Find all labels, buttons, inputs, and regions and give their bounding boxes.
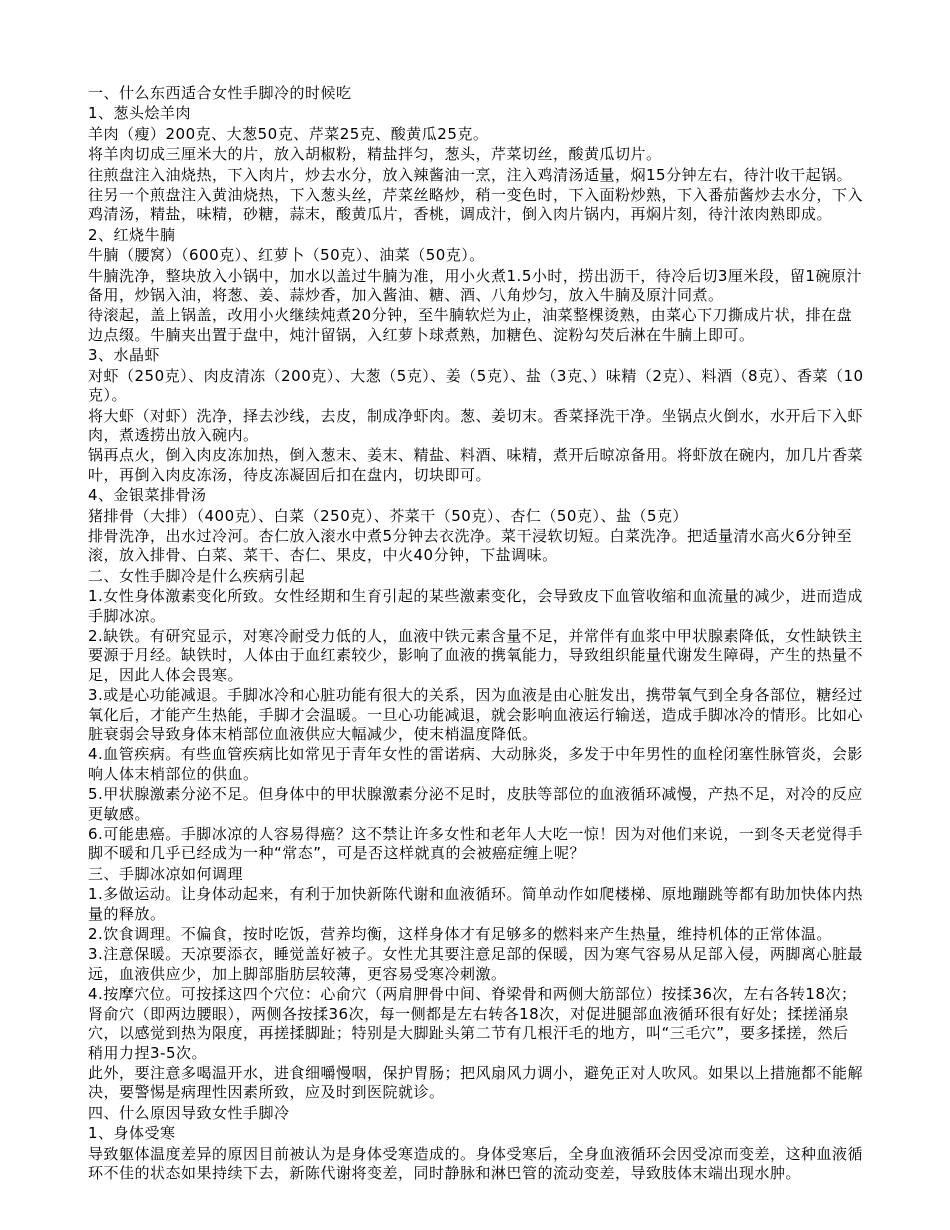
body: 待滚起，盖上锅盖，改用小火继续炖煮20分钟，至牛腩软烂为止，油菜整棵烫熟，由菜心下刀撕成片状，排在盘边点缀。牛腩夹出置于盘中，炖汁留锅，入红萝卜球煮熟，加糖色、淀粉勾芡后淋在牛腩上即可。 <box>88 306 853 344</box>
body: 猪排骨（大排）（400克）、白菜（250克）、芥菜干（50克）、杏仁（50克）、盐（5克） <box>88 506 688 525</box>
item-heading: 1、葱头烩羊肉 <box>88 104 192 123</box>
body: 导致躯体温度差异的原因目前被认为是身体受寒造成的。身体受寒后，全身血液循环会因受凉而变差，这种血液循环不佳的状态如果持续下去，新陈代谢将变差，同时静脉和淋巴管的流动变差，导致肢体末端出现水肿。 <box>88 1144 864 1182</box>
body: 6.可能患癌。手脚冰凉的人容易得癌？这不禁让许多女性和老年人大吃一惊！因为对他们来说，一到冬天老觉得手脚不暖和几乎已经成为一种“常态”，可是否这样就真的会被癌症缠上呢？ <box>88 825 863 863</box>
body: 往另一个煎盘注入黄油烧热，下入葱头丝，芹菜丝略炒，稍一变色时，下入面粉炒熟，下入番茄酱炒去水分，下入鸡清汤，精盐，味精，砂糖，蒜末，酸黄瓜片，香桃，调成汁，倒入肉片锅内，再焖片刻，待汁浓肉熟即成。 <box>88 186 864 224</box>
section-heading: 四、什么原因导致女性手脚冷 <box>88 1103 290 1122</box>
item-heading: 4、金银菜排骨汤 <box>88 486 207 505</box>
body: 2.缺铁。有研究显示，对寒冷耐受力低的人，血液中铁元素含量不足，并常伴有血浆中甲状腺素降低，女性缺铁主要源于月经。缺铁时，人体由于血红素较少，影响了血液的携氧能力，导致组织能量代谢发生障碍，产生的热量不足，因此人体会畏寒。 <box>88 626 864 684</box>
body: 牛腩洗净，整块放入小锅中，加水以盖过牛腩为准，用小火煮1.5小时，捞出沥干，待冷后切3厘米段，留1碗原汁备用，炒锅入油，将葱、姜、蒜炒香，加入酱油、糖、酒、八角炒匀，放入牛腩及原汁同煮。 <box>88 266 862 305</box>
item-heading: 2、红烧牛腩 <box>88 225 176 244</box>
body: 2.饮食调理。不偏食，按时吃饭，营养均衡，这样身体才有足够多的燃料来产生热量，维持机体的正常体温。 <box>88 925 832 944</box>
body: 1.女性身体激素变化所致。女性经期和生育引起的某些激素变化，会导致皮下血管收缩和血流量的减少，进而造成手脚冰凉。 <box>88 587 863 625</box>
section-heading: 一、什么东西适合女性手脚冷的时候吃 <box>88 84 352 102</box>
section-heading: 二、女性手脚冷是什么疾病引起 <box>88 566 306 585</box>
article-body <box>88 84 864 1184</box>
body: 羊肉（瘦）200克、大葱50克、芹菜25克、酸黄瓜25克。 <box>88 124 489 143</box>
body: 牛腩（腰窝）（600克）、红萝卜（50克）、油菜（50克）。 <box>88 246 485 265</box>
body: 锅再点火，倒入肉皮冻加热，倒入葱末、姜末、精盐、料酒、味精，煮开后晾凉备用。将虾放在碗内，加几片香菜叶，再倒入肉皮冻汤，待皮冻凝固后扣在盘内，切块即可。 <box>88 446 864 484</box>
body: 将羊肉切成三厘米大的片，放入胡椒粉，精盐拌匀，葱头，芹菜切丝，酸黄瓜切片。 <box>88 145 662 164</box>
section-heading: 三、手脚冰凉如何调理 <box>88 864 244 883</box>
body: 排骨洗净，出水过冷河。杏仁放入滚水中煮5分钟去衣洗净。菜干浸软切短。白菜洗净。把适量清水高火6分钟至滚，放入排骨、白菜、菜干、杏仁、果皮，中火40分钟，下盐调味。 <box>88 526 853 565</box>
item-heading: 1、身体受寒 <box>88 1124 176 1143</box>
item-heading: 3、水晶虾 <box>88 346 161 365</box>
body: 4.按摩穴位。可按揉这四个穴位：心俞穴（两肩胛骨中间、脊梁骨和两侧大筋部位）按揉36次，左右各转18次；肾俞穴（即两边腰眼），两侧各按揉36次，每一侧都是左右转各18次，对促进腿部血液循环很有好处；揉搓涌泉穴，以感觉到热为限度，再搓揉脚趾；特别是大脚趾头第二节有几根汗毛的地方，叫“三毛穴”，要多揉搓，然后稍用力捏3-5次。 <box>88 985 857 1062</box>
body: 4.血管疾病。有些血管疾病比如常见于青年女性的雷诺病、大动脉炎，多发于中年男性的血栓闭塞性脉管炎，会影响人体末梢部位的供血。 <box>88 745 863 783</box>
body: 往煎盘注入油烧热，下入肉片，炒去水分，放入辣酱油一烹，注入鸡清汤适量，焖15分钟左右，待汁收干起锅。 <box>88 165 853 184</box>
body: 对虾（250克）、肉皮清冻（200克）、大葱（5克）、姜（5克）、盐（3克、）味精（2克）、料酒（8克）、香菜（10克）。 <box>88 366 864 405</box>
body: 1.多做运动。让身体动起来，有利于加快新陈代谢和血液循环。简单动作如爬楼梯、原地蹦跳等都有助加快体内热量的释放。 <box>88 885 863 923</box>
body: 5.甲状腺激素分泌不足。但身体中的甲状腺激素分泌不足时，皮肤等部位的血液循环减慢，产热不足，对冷的反应更敏感。 <box>88 785 863 823</box>
body: 此外，要注意多喝温开水，进食细嚼慢咽，保护胃肠；把风扇风力调小，避免正对人吹风。如果以上措施都不能解决，要警惕是病理性因素所致，应及时到医院就诊。 <box>88 1063 864 1102</box>
body: 3.注意保暖。天凉要添衣，睡觉盖好被子。女性尤其要注意足部的保暖，因为寒气容易从足部入侵，两脚离心脏最远，血液供应少，加上脚部脂肪层较薄，更容易受寒冷刺激。 <box>88 945 863 983</box>
body: 将大虾（对虾）洗净，择去沙线，去皮，制成净虾肉。葱、姜切末。香菜择洗干净。坐锅点火倒水，水开后下入虾肉，煮透捞出放入碗内。 <box>88 406 864 444</box>
body: 3.或是心功能减退。手脚冰冷和心脏功能有很大的关系，因为血液是由心脏发出，携带氧气到全身各部位，糖经过氧化后，才能产生热能，手脚才会温暖。一旦心功能减退，就会影响血液运行输送，造成手脚冰冷的情形。比如心脏衰弱会导致身体末梢部位血液供应大幅减少，使末梢温度降低。 <box>88 686 864 743</box>
